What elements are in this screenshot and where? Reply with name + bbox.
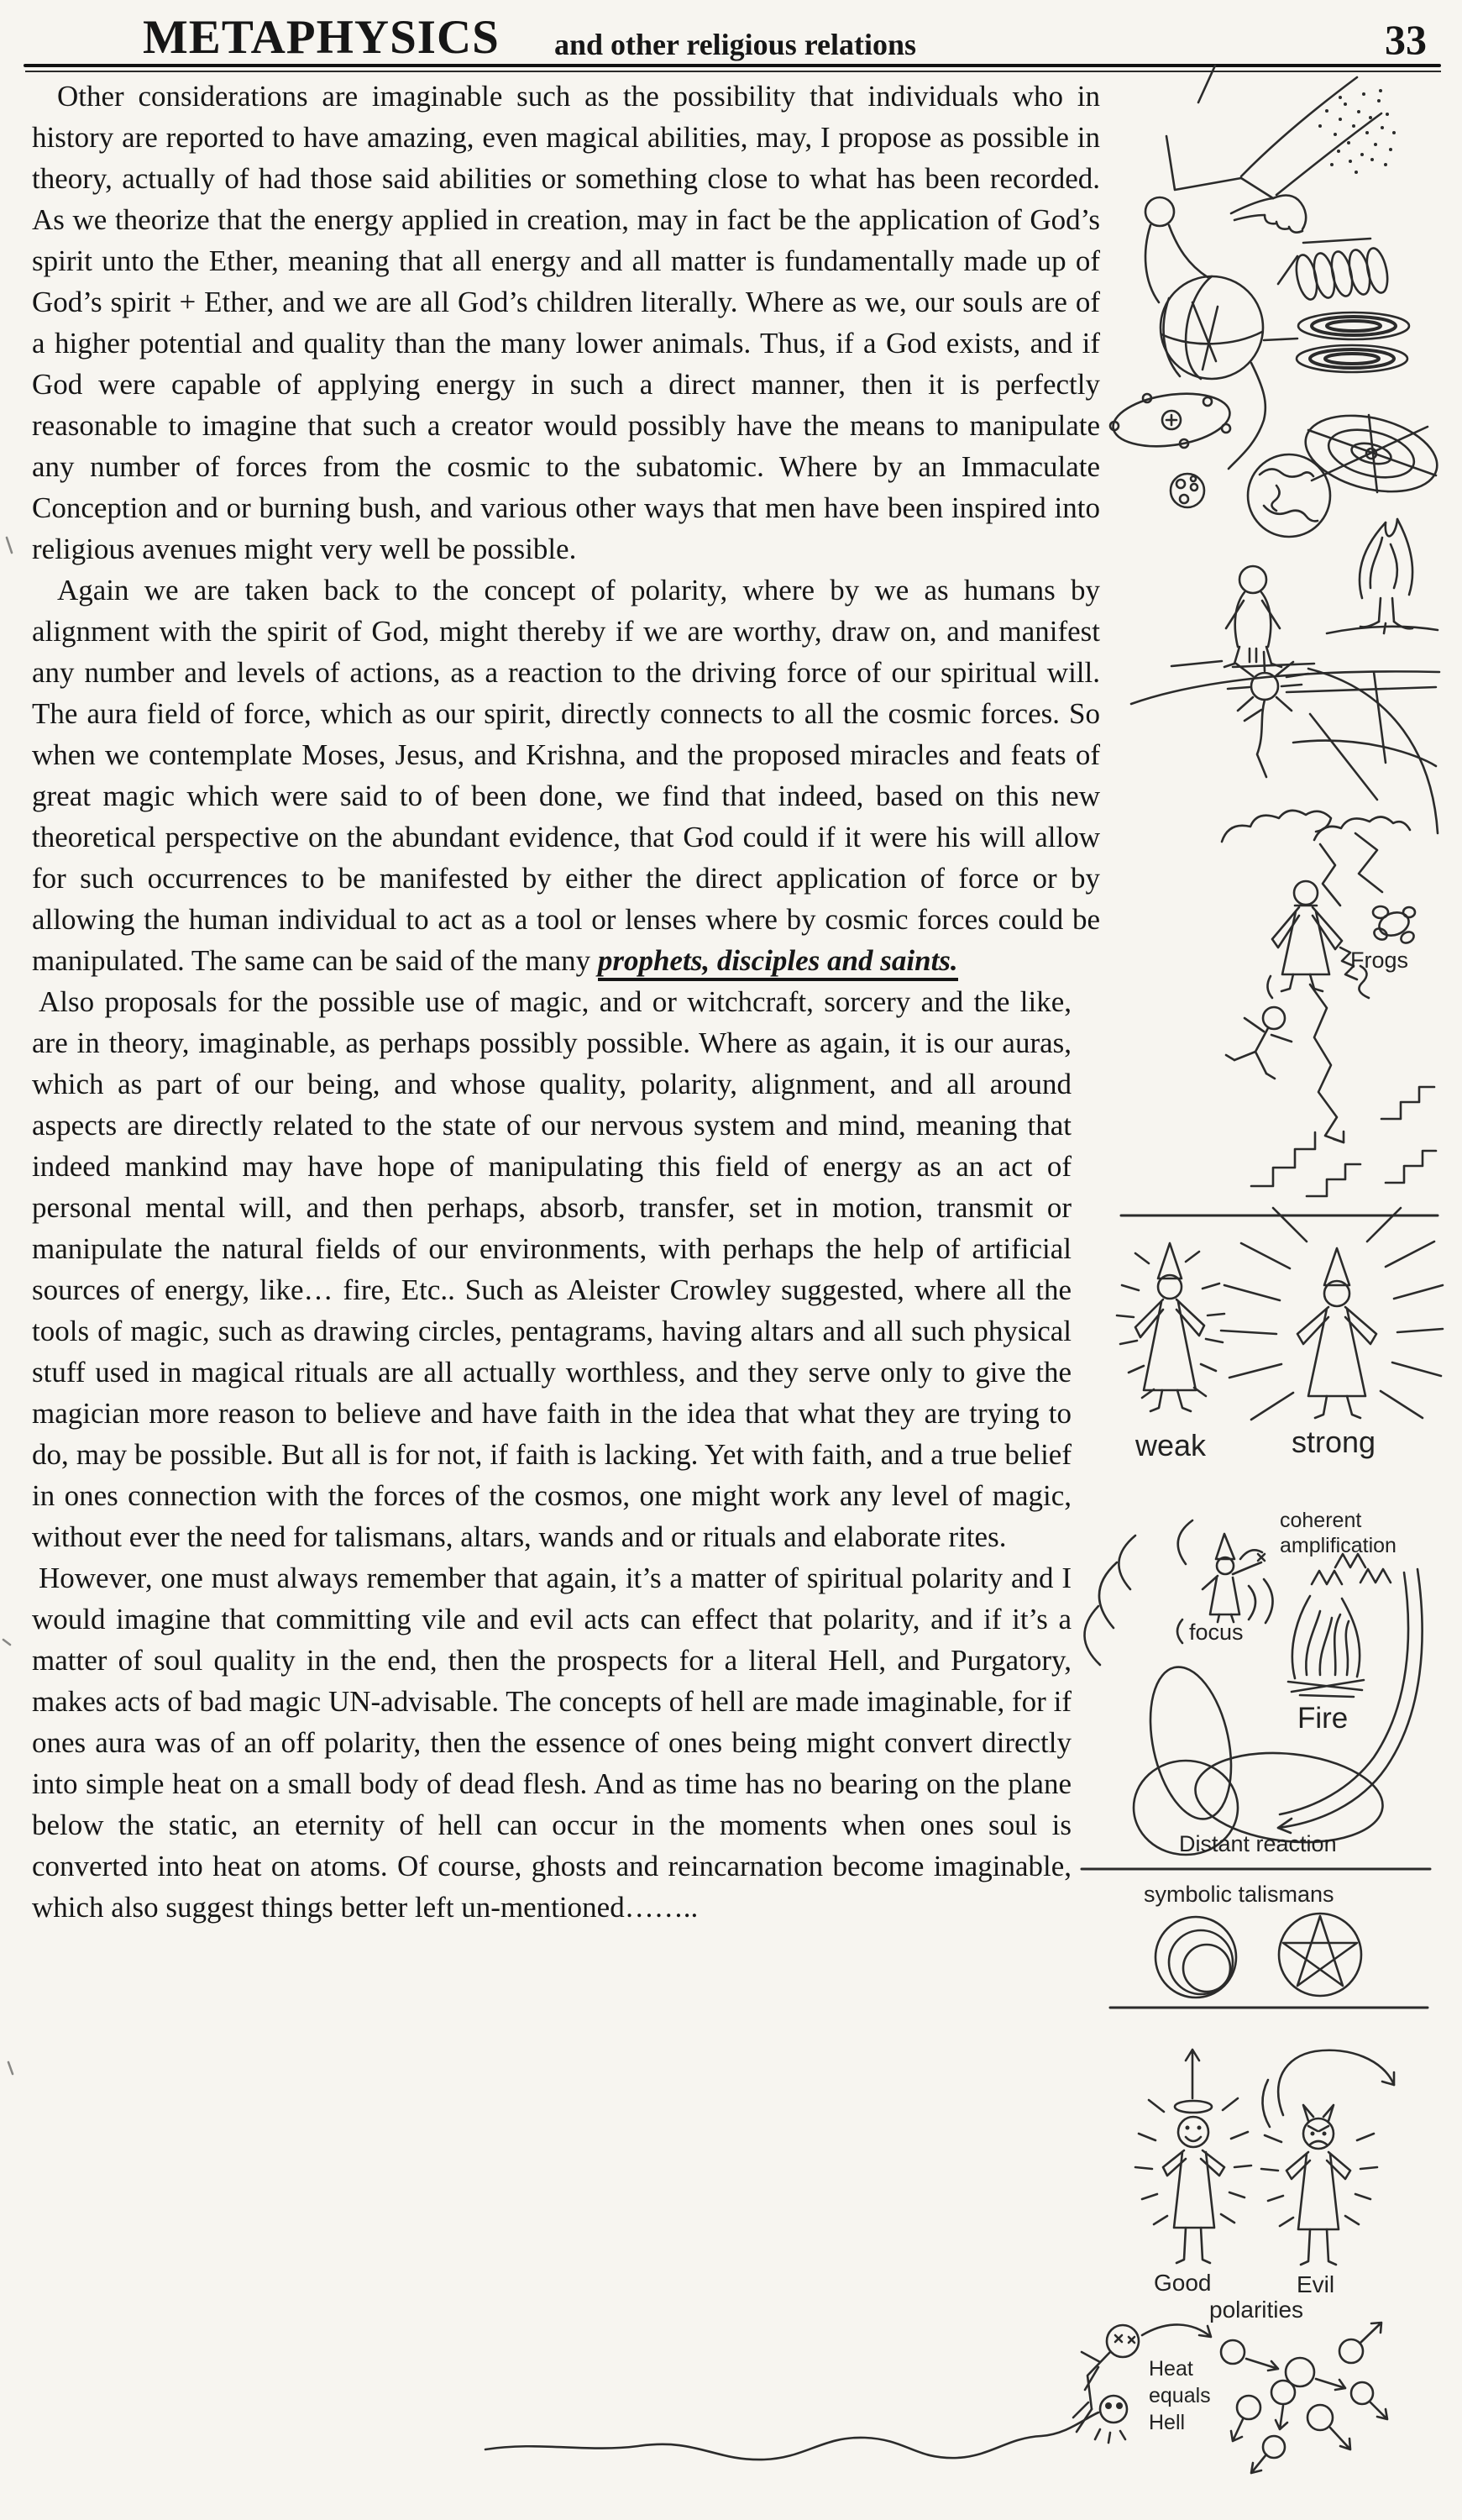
polarities-label: polarities [1209,2297,1304,2323]
heat-label-line2: equals [1149,2384,1211,2407]
heat-label-line1: Heat [1149,2357,1193,2381]
distant-reaction-label: Distant reaction [1179,1831,1337,1856]
radiant-spirit-icon [1228,652,1438,833]
header-rule-thick [24,64,1441,67]
frogs-label: Frogs [1350,948,1409,973]
strong-label: strong [1292,1425,1376,1459]
symbolic-talismans-label: symbolic talismans [1144,1882,1334,1907]
body-text [32,76,1124,1928]
clouds-icon [1222,811,1410,842]
fire-icon [1288,1554,1391,1697]
moon-icon [1171,474,1204,507]
standing-figure-icon [1224,566,1314,667]
page-number: 33 [1385,16,1427,63]
robed-prophet-icon [1272,881,1342,991]
atom-icon [1110,387,1234,454]
burning-bush-icon [1327,519,1438,633]
pointing-hand-icon [1198,66,1396,233]
galaxy-icon [1297,403,1445,504]
falling-figure-icon [1226,1007,1292,1079]
distant-reaction-icon [1134,1569,1423,1855]
weak-label: weak [1135,1428,1207,1462]
horizon-line [1131,661,1439,704]
emphasis-prophets-disciples-saints: prophets, disciples and saints. [598,944,958,981]
evil-polarity-figure-icon [1261,2050,1394,2265]
crescent-talisman-icon [1155,1917,1236,1998]
paragraph-4: However, one must always remember that again, it’s a matter of spiritual polarity and I would imagine that committing vile and evil acts can effect that polarity, and if it’s a matter of soul quality in the end, then the prospects for a literal Hell, and Purgatory, makes acts of bad magic UN-advisable. The concepts of hell are made imaginable, for if ones aura was of an off polarity, then the essence of ones being might convert directly into simple heat on a small body of dead flesh. And as time has no bearing on the plane below the static, an eternity of hell can occur in the moments when ones soul is converted into heat on atoms. Of course, ghosts and reincarnation become imaginable, which also suggest things better left un-mentioned…….. [32,1562,1072,1924]
frog-icon [1372,906,1416,945]
evil-label: Evil [1297,2271,1335,2297]
scan-specks [3,538,13,2074]
focus-label: focus [1189,1620,1244,1645]
field-rings-icon [1297,312,1409,372]
page-header [0,8,1462,67]
coherent-label-line1: coherent [1280,1509,1362,1532]
weak-aura-figure-icon [1117,1243,1224,1411]
strong-aura-figure-icon [1221,1208,1443,1420]
coherent-label-line2: amplification [1280,1534,1396,1557]
good-label: Good [1154,2270,1212,2296]
paragraph-3: Also proposals for the possible use of magic, and or witchcraft, sorcery and the like, are in theory, imaginable, as perhaps possibly possible. Where as again, it is our auras, which as part of our being, and whose quality, polarity, alignment, and all around aspects are directly related to the state of our nervous system and mind, meaning that indeed mankind may have hope of manipulating this field of energy as an act of personal mental will, and then perhaps, absorb, transfer, set in motion, transmit or manipulate the natural fields of our environments, with perhaps the help of artificial sources of energy, like… fire, Etc.. Such as Aleister Crowley suggested, where all the tools of magic, such as drawing circles, pentagrams, having altars and all such physical stuff used in magical rituals are all actually worthless, and they serve only to give the magician more reason to believe and have faith in the idea that what they are trying to do, may be possible. But all is for not, if faith is lacking. Yet with faith, and a true belief in ones connection with the forces of the cosmos, one might work any level of magic, without ever the need for talismans, altars, wands and or rituals and elaborate rites. [32,985,1072,1553]
lightning-bolts-icon [1251,833,1436,1196]
fire-label: Fire [1297,1702,1349,1735]
earth-icon [1248,454,1330,537]
good-polarity-figure-icon [1135,2050,1251,2263]
snake-squiggle-icon [485,2396,1127,2460]
page-subtitle: and other religious relations [554,28,917,61]
figure-with-sphere-icon [1145,136,1297,469]
paragraph-2 [32,570,1100,981]
coil-spring-icon [1278,239,1391,302]
heat-atoms-icon [1221,2323,1387,2473]
pentagram-talisman-icon [1279,1914,1361,1996]
paragraph-2-text: Again we are taken back to the concept of polarity, where by we as humans by alignment with the spirit of God, might thereby if we are worthy, draw on, and manifest any number and levels of actions, as a reaction to the driving force of our spiritual will. The aura field of force, which as our spirit, directly connects to all the cosmic forces. So when we contemplate Moses, Jesus, and Krishna, and the proposed miracles and feats of great magic which were said to of been done, we find that indeed, based on this new theoretical perspective on the abundant evidence, that God could if it were his will allow for such occurrences to be manifested by either the direct application of force or by allowing the human individual to act as a tool or lenses where by cosmic forces could be manipulated. The same can be said of the many [32,574,1100,977]
page-title: METAPHYSICS [143,11,500,64]
heat-label-line3: Hell [1149,2411,1186,2434]
paragraph-1: Other considerations are imaginable such as the possibility that individuals who in history are reported to have amazing, even magical abilities, may, I propose as possible in theory, actually of had those said abilities or something close to what has been recorded. As we theorize that the energy applied in creation, may in fact be the application of God’s spirit unto the Ether, meaning that all energy and all matter is fundamentally made up of God’s spirit + Ether, and we are all God’s children literally. Where as we, our souls are of a higher potential and quality than the many lower animals. Thus, if a God exists, and if God were capable of applying energy in such a direct manner, then it is perfectly reasonable to imagine that such a creator would possibly have the means to manipulate any number of forces from the cosmic to the subatomic. Where by an Immaculate Conception and or burning bush, and various other ways that men have been inspired into religious avenues might very well be possible. [32,80,1100,565]
header-rule-thin [25,71,1441,72]
